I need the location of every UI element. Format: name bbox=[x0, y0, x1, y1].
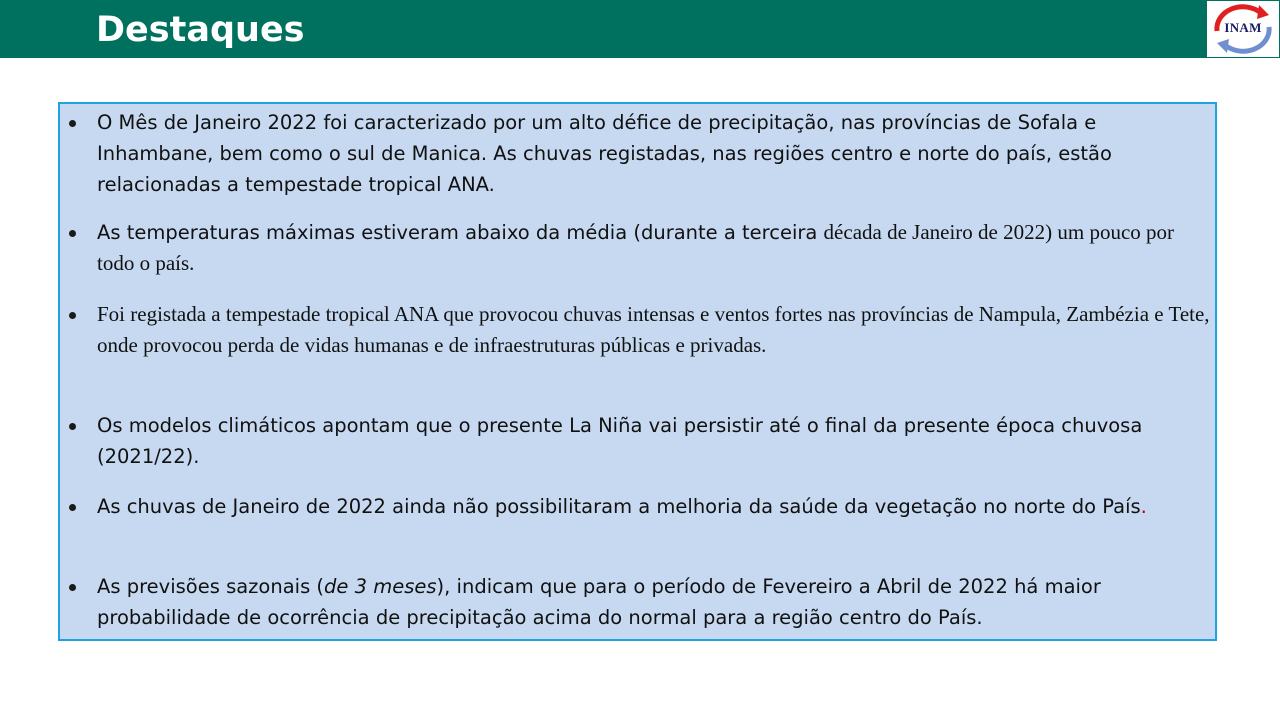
bullet-text-part: As previsões sazonais ( bbox=[97, 575, 325, 598]
header-bar bbox=[0, 0, 1280, 58]
bullet-icon bbox=[69, 230, 76, 237]
logo-text: INAM bbox=[1224, 20, 1262, 35]
highlights-panel bbox=[58, 102, 1217, 641]
page-title: Destaques bbox=[96, 10, 305, 50]
bullet-text-part: década de Janeiro de 2022) um pouco por todo o país. bbox=[97, 220, 1175, 275]
bullet-icon bbox=[69, 423, 76, 430]
bullet-text-part: . bbox=[1140, 495, 1147, 518]
bullet-icon bbox=[69, 120, 76, 127]
bullet-icon bbox=[69, 504, 76, 511]
inam-logo bbox=[1207, 1, 1279, 57]
bullet-icon bbox=[69, 584, 76, 591]
bullet-text bbox=[97, 571, 1212, 633]
bullet-text: Foi registada a tempestade tropical ANA que provocou chuvas intensas e ventos fortes nas províncias de Nampula, Zambézia e Tete, onde provocou perda de vidas humanas e de infraestruturas públicas e privadas. bbox=[97, 302, 1210, 357]
bullet-text: Os modelos climáticos apontam que o presente La Niña vai persistir até o final da presente época chuvosa (2021/22). bbox=[97, 414, 1143, 468]
bullet-text-part: ), indicam que para o período de Fevereiro a Abril de 2022 há maior probabilidade de ocorrência de precipitação acima do normal para a região centro do País. bbox=[97, 575, 1101, 629]
bullet-text bbox=[97, 491, 1212, 522]
bullet-icon bbox=[69, 312, 76, 319]
bullet-text-part: As chuvas de Janeiro de 2022 ainda não possibilitaram a melhoria da saúde da vegetação no norte do País bbox=[97, 495, 1141, 518]
bullet-text-italic: de 3 meses bbox=[324, 575, 437, 598]
bullet-text bbox=[97, 217, 1212, 279]
bullet-text: O Mês de Janeiro 2022 foi caracterizado por um alto défice de precipitação, nas províncias de Sofala e Inhambane, bem como o sul de Manica. As chuvas registadas, nas regiões centro e norte do país, estão relacionadas a tempestade tropical ANA. bbox=[97, 111, 1112, 196]
bullet-text-part: As temperaturas máximas estiveram abaixo da média (durante a terceira bbox=[97, 221, 824, 244]
